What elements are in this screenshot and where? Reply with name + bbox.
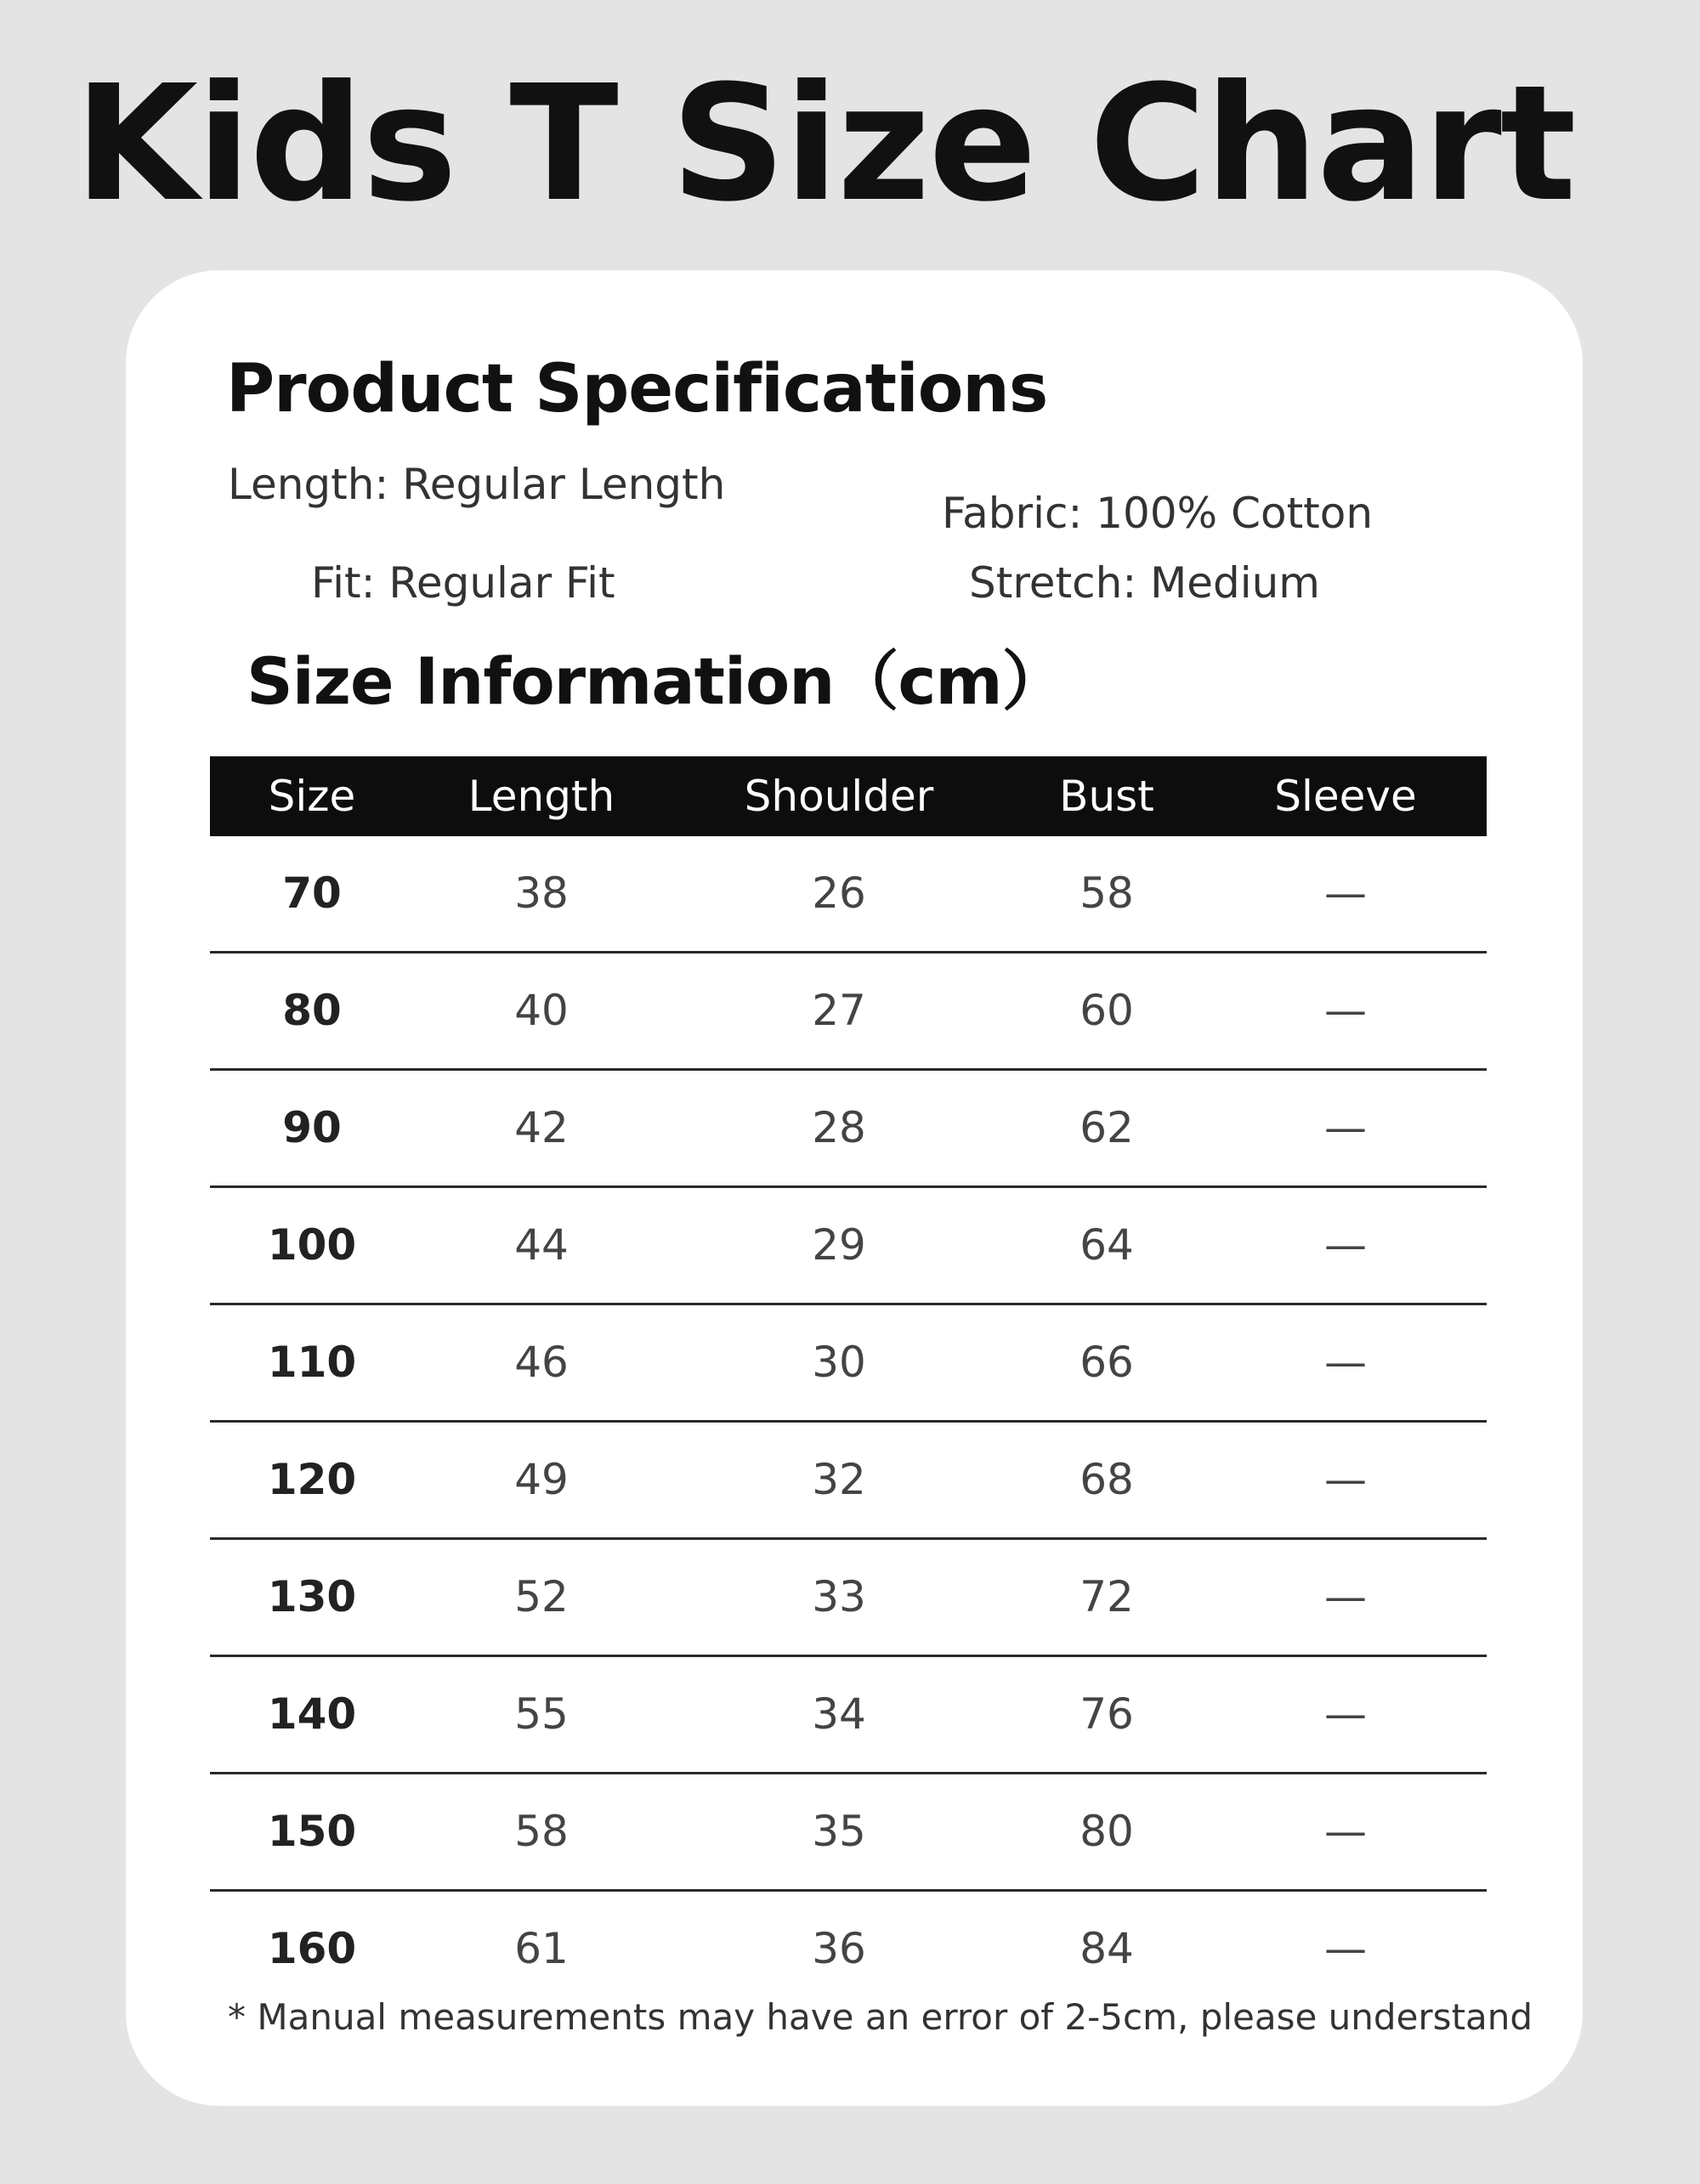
length-cell: 40: [514, 986, 569, 1035]
table-row: [210, 1540, 1487, 1657]
table-row: [210, 1892, 1487, 2006]
table-header-row: [210, 756, 1487, 836]
footnote: * Manual measurements may have an error of 2-5cm, please understand: [228, 1996, 1533, 2038]
length-cell: 42: [514, 1103, 569, 1152]
size-cell: 70: [282, 869, 342, 918]
shoulder-cell: 29: [812, 1220, 866, 1270]
size-table: [210, 756, 1487, 2006]
size-information-heading: Size Information（cm）: [246, 643, 1066, 719]
shoulder-cell: 27: [812, 986, 866, 1035]
length-cell: 58: [514, 1807, 569, 1856]
table-row: [210, 1305, 1487, 1423]
length-cell: 46: [514, 1338, 569, 1387]
size-cell: 160: [267, 1924, 357, 1973]
size-cell: 150: [267, 1807, 357, 1856]
table-row: [210, 1188, 1487, 1305]
length-cell: 55: [514, 1689, 569, 1739]
shoulder-cell: 26: [812, 869, 866, 918]
sleeve-cell: —: [1324, 986, 1367, 1035]
bust-cell: 76: [1080, 1689, 1134, 1739]
table-body: [210, 836, 1487, 2006]
size-cell: 100: [267, 1220, 357, 1270]
sleeve-cell: —: [1324, 869, 1367, 918]
sleeve-cell: —: [1324, 1924, 1367, 1973]
column-header-length: Length: [468, 772, 615, 821]
bust-cell: 84: [1080, 1924, 1134, 1973]
size-cell: 130: [267, 1572, 357, 1621]
bust-cell: 72: [1080, 1572, 1134, 1621]
table-row: [210, 1423, 1487, 1540]
column-header-bust: Bust: [1059, 772, 1154, 821]
spec-fit: Fit: Regular Fit: [311, 558, 615, 608]
sleeve-cell: —: [1324, 1689, 1367, 1739]
shoulder-cell: 32: [812, 1455, 866, 1504]
length-cell: 44: [514, 1220, 569, 1270]
length-cell: 49: [514, 1455, 569, 1504]
shoulder-cell: 30: [812, 1338, 866, 1387]
product-specifications-heading: Product Specifications: [226, 351, 1048, 427]
table-row: [210, 1774, 1487, 1892]
column-header-shoulder: Shoulder: [744, 772, 934, 821]
size-cell: 80: [282, 986, 342, 1035]
page-title: Kids T Size Chart: [74, 51, 1575, 237]
table-row: [210, 836, 1487, 953]
size-cell: 140: [267, 1689, 357, 1739]
shoulder-cell: 28: [812, 1103, 866, 1152]
spec-fabric: Fabric: 100% Cotton: [942, 489, 1374, 538]
bust-cell: 64: [1080, 1220, 1134, 1270]
bust-cell: 60: [1080, 986, 1134, 1035]
sleeve-cell: —: [1324, 1572, 1367, 1621]
spec-length: Length: Regular Length: [228, 460, 726, 509]
length-cell: 38: [514, 869, 569, 918]
sleeve-cell: —: [1324, 1338, 1367, 1387]
bust-cell: 62: [1080, 1103, 1134, 1152]
length-cell: 52: [514, 1572, 569, 1621]
length-cell: 61: [514, 1924, 569, 1973]
bust-cell: 66: [1080, 1338, 1134, 1387]
sleeve-cell: —: [1324, 1220, 1367, 1270]
table-row: [210, 953, 1487, 1071]
sleeve-cell: —: [1324, 1455, 1367, 1504]
size-cell: 110: [267, 1338, 357, 1387]
shoulder-cell: 33: [812, 1572, 866, 1621]
bust-cell: 80: [1080, 1807, 1134, 1856]
sleeve-cell: —: [1324, 1807, 1367, 1856]
bust-cell: 68: [1080, 1455, 1134, 1504]
sleeve-cell: —: [1324, 1103, 1367, 1152]
shoulder-cell: 34: [812, 1689, 866, 1739]
size-cell: 120: [267, 1455, 357, 1504]
spec-stretch: Stretch: Medium: [969, 558, 1321, 608]
column-header-size: Size: [268, 772, 356, 821]
bust-cell: 58: [1080, 869, 1134, 918]
table-row: [210, 1071, 1487, 1188]
table-row: [210, 1657, 1487, 1774]
shoulder-cell: 36: [812, 1924, 866, 1973]
shoulder-cell: 35: [812, 1807, 866, 1856]
size-chart-card: [126, 270, 1583, 2106]
size-cell: 90: [282, 1103, 342, 1152]
column-header-sleeve: Sleeve: [1274, 772, 1417, 821]
